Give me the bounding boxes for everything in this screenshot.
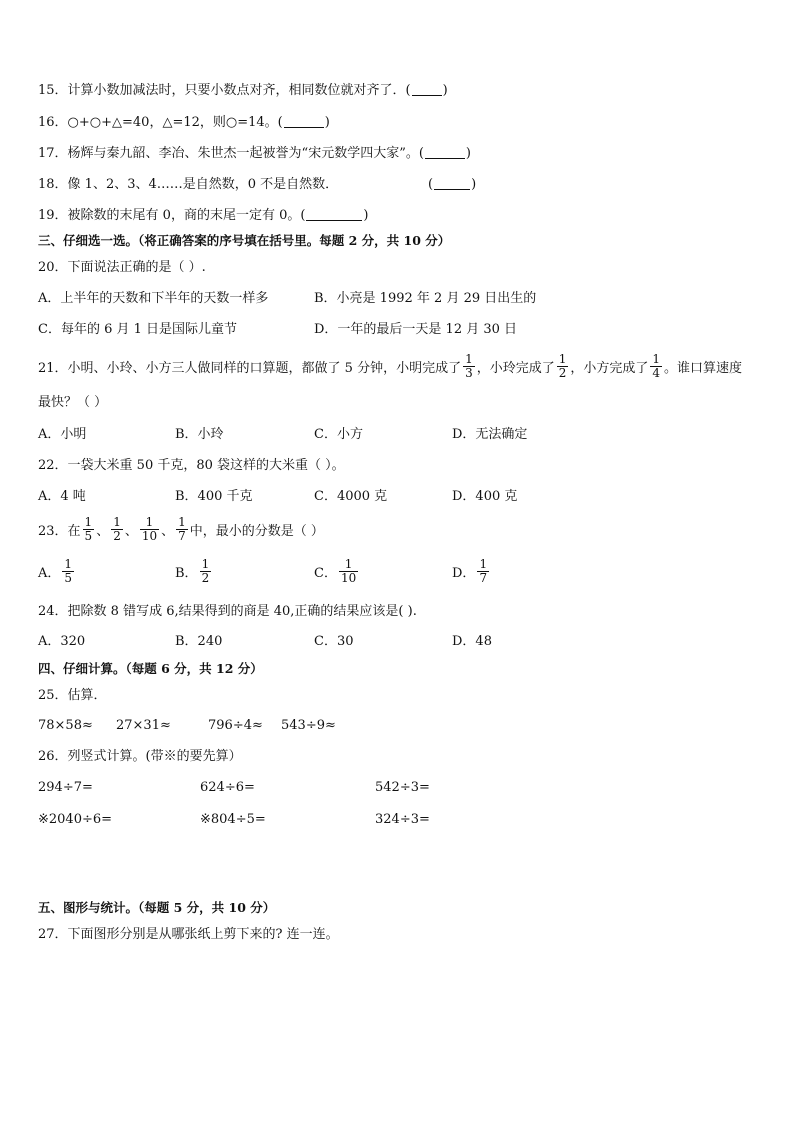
question-20-option-c[interactable]: C．每年的 6 月 1 日是国际儿童节 [38,322,238,337]
estimate-item-4: 543÷9≈ [281,718,336,733]
question-23-option-b[interactable]: B． $\frac{1}{2}$ [175,557,210,585]
question-18-open: ( [428,177,434,192]
question-15-text: 15．计算小数加减法时，只要小数点对齐，相同数位就对齐了．( [38,83,411,98]
question-24-option-a[interactable]: A．320 [38,634,86,649]
question-21-line-2: 最快？（ ） [38,395,108,410]
question-18 [38,176,338,194]
vertical-calc-4: ※2040÷6= [38,812,113,827]
section-5-heading: 五、图形与统计。（每题 5 分，共 10 分） [38,900,276,915]
question-18-text: 18．像 1、2、3、4……是自然数，0 不是自然数． [38,177,339,192]
question-22-option-a[interactable]: A．4 吨 [38,489,86,504]
question-24-option-d[interactable]: D．48 [452,634,492,649]
vertical-calc-3: 542÷3= [375,780,430,795]
question-23-option-a[interactable]: A． $\frac{1}{5}$ [38,557,73,585]
question-22-option-c[interactable]: C．4000 克 [314,489,388,504]
vertical-calc-1: 294÷7= [38,780,93,795]
vertical-calc-6: 324÷3= [375,812,430,827]
estimate-item-1: 78×58≈ [38,718,93,733]
question-26-stem: 26．列竖式计算。(带※的要先算） [38,749,242,764]
question-21-stem [38,352,743,383]
vertical-calc-5: ※804÷5= [200,812,266,827]
question-21-text-1: 21．小明、小玲、小方三人做同样的口算题，都做了 5 分钟，小明完成了 [38,361,462,376]
question-16 [38,114,330,132]
question-27-stem: 27．下面图形分别是从哪张纸上剪下来的? 连一连。 [38,927,339,942]
section-3-heading: 三、仔细选一选。（将正确答案的序号填在括号里。每题 2 分，共 10 分） [38,233,451,248]
question-23-stem: 23．在 $\frac{1}{5}$ 、 $\frac{1}{2}$ 、 $\frac{1}{10}$ 、 $\frac{1}{7}$ 中，最小的分数是（ ） [38,515,324,543]
question-17-close: ) [465,146,471,161]
question-18-close: ) [471,177,477,192]
question-21-text-3: ，小方完成了 [570,361,649,376]
question-21-text-4: 。谁口算速度 [664,361,743,376]
answer-blank-15[interactable] [412,82,442,96]
answer-blank-19[interactable] [306,207,362,221]
question-19-text: 19．被除数的末尾有 0，商的末尾一定有 0。( [38,208,306,223]
vertical-calc-2: 624÷6= [200,780,255,795]
answer-blank-17[interactable] [425,145,465,159]
question-20-option-a[interactable]: A．上半年的天数和下半年的天数一样多 [38,291,269,306]
question-19-close: ) [363,208,369,223]
question-15-close: ) [442,83,448,98]
question-25-stem: 25．估算． [38,688,107,703]
question-19 [38,207,369,225]
question-20-option-b[interactable]: B．小亮是 1992 年 2 月 29 日出生的 [314,291,537,306]
question-17-text: 17．杨辉与秦九韶、李冶、朱世杰一起被誉为“宋元数学四大家”。( [38,146,424,161]
fraction-1-7: $\frac{1}{7}$ [178,515,186,543]
question-21-option-a[interactable]: A．小明 [38,427,87,442]
question-24-stem: 24．把除数 8 错写成 6,结果得到的商是 40,正确的结果应该是( ). [38,604,417,619]
fraction-one-half: $\frac{1}{2}$ [558,352,567,380]
question-18-answer [428,176,476,194]
question-23-option-c[interactable]: C． $\frac{1}{10}$ [314,557,357,585]
fraction-1-10: $\frac{1}{10}$ [141,515,158,543]
fraction-1-2: $\frac{1}{2}$ [113,515,121,543]
question-21-option-c[interactable]: C．小方 [314,427,363,442]
question-24-option-b[interactable]: B．240 [175,634,223,649]
section-4-heading: 四、仔细计算。（每题 6 分，共 12 分） [38,661,263,676]
fraction-1-5: $\frac{1}{5}$ [84,515,93,543]
question-21-option-d[interactable]: D．无法确定 [452,427,528,442]
question-23-lead: 23．在 [38,524,81,539]
question-22-option-b[interactable]: B．400 千克 [175,489,253,504]
question-17 [38,145,471,163]
question-21-option-b[interactable]: B．小玲 [175,427,224,442]
question-20-option-d[interactable]: D．一年的最后一天是 12 月 30 日 [314,322,518,337]
answer-blank-18[interactable] [434,176,470,190]
fraction-one-third: $\frac{1}{3}$ [465,352,473,380]
question-16-text: 16．○+○+△=40，△=12，则○=14。( [38,115,283,130]
question-23-option-d[interactable]: D． $\frac{1}{7}$ [452,557,488,585]
fraction-one-quarter: $\frac{1}{4}$ [652,352,661,380]
estimate-item-2: 27×31≈ [116,718,171,733]
question-15 [38,82,448,100]
question-21-text-2: ，小玲完成了 [476,361,555,376]
question-23-tail: 中，最小的分数是（ ） [189,524,324,539]
question-16-close: ) [324,115,330,130]
question-24-option-c[interactable]: C．30 [314,634,354,649]
estimate-item-3: 796÷4≈ [208,718,263,733]
question-20-stem: 20．下面说法正确的是（ ）. [38,260,206,275]
question-22-option-d[interactable]: D．400 克 [452,489,518,504]
question-22-stem: 22．一袋大米重 50 千克，80 袋这样的大米重（ ）。 [38,458,345,473]
answer-blank-16[interactable] [284,114,324,128]
